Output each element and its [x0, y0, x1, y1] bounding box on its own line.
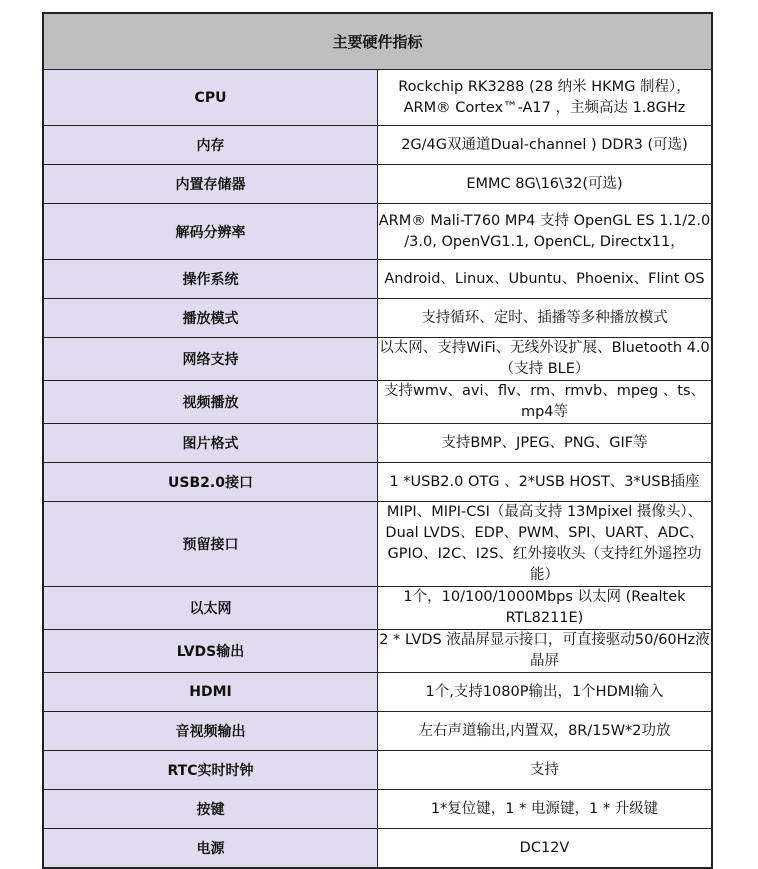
row-value: 1个，10/100/1000Mbps 以太网 (Realtek RTL8211E): [378, 587, 713, 630]
table-row: [43, 712, 712, 751]
row-label: 音视频输出: [43, 712, 378, 751]
row-value: DC12V: [378, 829, 713, 869]
table-row: [43, 630, 712, 673]
row-label: CPU: [43, 70, 378, 126]
table-row: [43, 463, 712, 502]
row-value: 支持BMP、JPEG、PNG、GIF等: [378, 424, 713, 463]
row-value: 以太网、支持WiFi、无线外设扩展、Bluetooth 4.0（支持 BLE）: [378, 338, 713, 381]
row-value: 2 * LVDS 液晶屏显示接口，可直接驱动50/60Hz液晶屏: [378, 630, 713, 673]
table-row: [43, 204, 712, 260]
row-label: 操作系统: [43, 260, 378, 299]
table-row: [43, 673, 712, 712]
table-row: [43, 299, 712, 338]
table-row: [43, 751, 712, 790]
row-value: 支持: [378, 751, 713, 790]
row-value: ARM® Mali-T760 MP4 支持 OpenGL ES 1.1/2.0 /3.0, OpenVG1.1, OpenCL, Directx11，: [378, 204, 713, 260]
row-value: EMMC 8G\16\32(可选): [378, 165, 713, 204]
row-value: 1个,支持1080P输出，1个HDMI输入: [378, 673, 713, 712]
table-row: [43, 502, 712, 587]
table-row: [43, 587, 712, 630]
row-label: 电源: [43, 829, 378, 869]
row-label: 视频播放: [43, 381, 378, 424]
row-label: 内存: [43, 126, 378, 165]
row-label: 按键: [43, 790, 378, 829]
row-label: 播放模式: [43, 299, 378, 338]
row-value: Android、Linux、Ubuntu、Phoenix、Flint OS: [378, 260, 713, 299]
table-row: [43, 790, 712, 829]
table-row: [43, 338, 712, 381]
row-label: USB2.0接口: [43, 463, 378, 502]
row-label: 图片格式: [43, 424, 378, 463]
table-row: [43, 165, 712, 204]
table-row: [43, 381, 712, 424]
table-header-row: [43, 13, 712, 70]
row-label: 网络支持: [43, 338, 378, 381]
row-value: Rockchip RK3288 (28 纳米 HKMG 制程），ARM® Cortex™-A17 ，主频高达 1.8GHz: [378, 70, 713, 126]
table-row: [43, 829, 712, 869]
row-value: 2G/4G双通道Dual-channel ) DDR3 (可选): [378, 126, 713, 165]
row-label: HDMI: [43, 673, 378, 712]
row-label: 内置存储器: [43, 165, 378, 204]
row-value: 左右声道输出,内置双，8R/15W*2功放: [378, 712, 713, 751]
row-label: 解码分辨率: [43, 204, 378, 260]
row-value: 支持wmv、avi、flv、rm、rmvb、mpeg 、ts、mp4等: [378, 381, 713, 424]
row-value: 1*复位键，1 * 电源键，1 * 升级键: [378, 790, 713, 829]
row-label: RTC实时时钟: [43, 751, 378, 790]
row-label: 预留接口: [43, 502, 378, 587]
row-value: 支持循环、定时、插播等多种播放模式: [378, 299, 713, 338]
table-row: [43, 424, 712, 463]
hardware-spec-table: [42, 12, 713, 869]
row-label: LVDS输出: [43, 630, 378, 673]
row-label: 以太网: [43, 587, 378, 630]
table-row: [43, 260, 712, 299]
table-row: [43, 70, 712, 126]
row-value: 1 *USB2.0 OTG 、2*USB HOST、3*USB插座: [378, 463, 713, 502]
table-row: [43, 126, 712, 165]
row-value: MIPI、MIPI-CSI（最高支持 13Mpixel 摄像头）、Dual LVDS、EDP、PWM、SPI、UART、ADC、GPIO、I2C、I2S、红外接收头（支持红外遥控功能）: [378, 502, 713, 587]
table-title: 主要硬件指标: [43, 13, 712, 70]
